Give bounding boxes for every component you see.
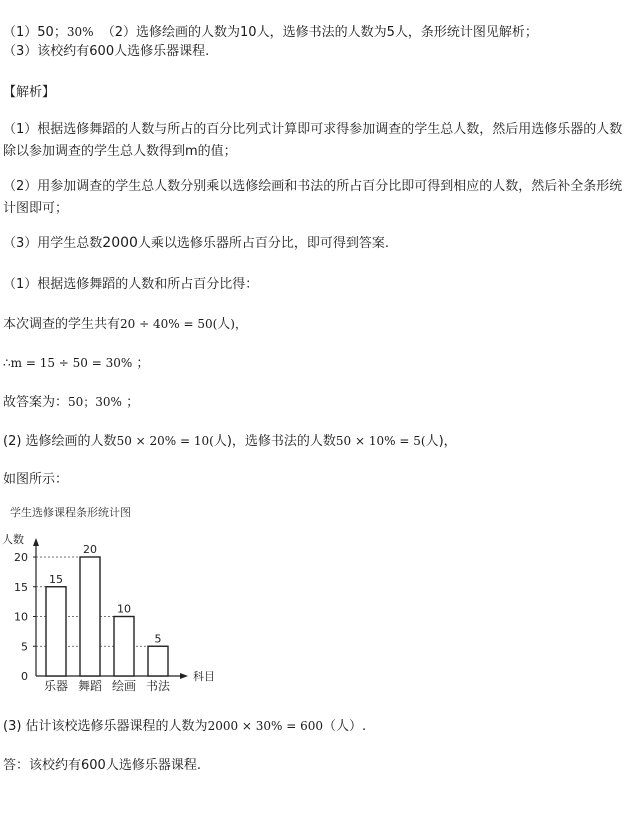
- bar-value-label: 5: [154, 632, 162, 646]
- solution-s5-close: )，: [438, 434, 457, 449]
- solution-s5-text-2: )，选修书法的人数: [226, 434, 336, 449]
- analysis-paragraph-1: （1）根据选修舞蹈的人数与所占的百分比列式计算即可求得参加调查的学生总人数，然后用选修乐器的人数除以参加调查的学生总人数得到m的值；: [3, 122, 623, 159]
- y-axis-arrow: [33, 538, 39, 546]
- solution-line-2: [3, 315, 247, 334]
- bar: [46, 587, 66, 676]
- solution-s5-unit-1: 人: [213, 434, 227, 449]
- solution-line-5: [3, 432, 457, 451]
- bar-chart: [0, 502, 240, 702]
- solution-s5-text-1: (2) 选修绘画的人数: [3, 434, 117, 449]
- solution-line-3: [3, 354, 149, 373]
- solution-s5-unit-2: 人: [425, 434, 439, 449]
- category-label: 舞蹈: [77, 679, 103, 693]
- solution-line-1: （1）根据选修舞蹈的人数和所占百分比得：: [3, 277, 259, 292]
- solution-s4-values: 50；30%: [68, 395, 122, 409]
- solution-s2-unit: 人: [217, 317, 231, 332]
- bar: [114, 617, 134, 677]
- y-tick-label: 20: [14, 551, 28, 564]
- x-axis-arrow: [180, 673, 188, 679]
- chart-y-axis-label: 人数: [2, 533, 24, 546]
- analysis-p3-part-1: （3）用学生总数: [3, 236, 103, 251]
- y-tick-label: 0: [21, 670, 28, 683]
- solution-s3-formula: ∴m = 15 ÷ 50 = 30%: [3, 356, 133, 370]
- bar: [148, 646, 168, 676]
- y-tick-label: 5: [21, 640, 28, 654]
- solution-s5-formula-2: 50 × 10% = 5(: [335, 434, 426, 448]
- chart-x-axis-label: 科目: [193, 670, 215, 683]
- category-label: 乐器: [43, 679, 69, 693]
- analysis-p3-part-2: 人乘以选修乐器所占百分比，即可得到答案.: [137, 236, 390, 251]
- answer-percent: 30%: [66, 25, 94, 39]
- category-label: 书法: [145, 679, 171, 693]
- y-tick-label: 10: [14, 610, 28, 624]
- y-tick-label: 15: [14, 580, 28, 594]
- solution-s7-formula: 2000 × 30% = 600: [207, 719, 324, 733]
- analysis-paragraph-3: [3, 234, 389, 253]
- category-label: 绘画: [111, 679, 137, 693]
- solution-s5-formula-1: 50 × 20% = 10(: [116, 434, 214, 448]
- solution-s3-punct: ；: [136, 356, 150, 371]
- answer-line-1: [3, 23, 538, 42]
- answer-part-2: （2）选修绘画的人数为10人，选修书法的人数为5人，条形统计图见解析；: [101, 25, 538, 40]
- chart-marks: [14, 538, 188, 693]
- bar-value-label: 10: [117, 602, 131, 616]
- analysis-p3-number: 2000: [102, 235, 138, 251]
- bar: [80, 557, 100, 676]
- solution-line-8: 答：该校约有600人选修乐器课程.: [3, 758, 201, 773]
- analysis-heading: 【解析】: [3, 85, 56, 100]
- chart-title: 学生选修课程条形统计图: [10, 506, 131, 519]
- bar-value-label: 15: [49, 572, 63, 586]
- solution-s4-punct: ；: [126, 395, 140, 410]
- solution-s2-close: )，: [230, 317, 247, 331]
- solution-line-7: [3, 717, 366, 736]
- bar-chart-svg: [0, 502, 240, 702]
- solution-line-6: 如图所示：: [3, 472, 69, 487]
- solution-s7-text: (3) 估计该校选修乐器课程的人数为: [3, 719, 208, 734]
- solution-s2-text: 本次调查的学生共有: [3, 317, 121, 332]
- solution-s2-formula: 20 ÷ 40% = 50(: [120, 317, 218, 331]
- answer-line-2: （3）该校约有600人选修乐器课程.: [3, 44, 210, 59]
- solution-s7-unit: （人）.: [323, 719, 367, 734]
- bar-value-label: 20: [83, 543, 97, 556]
- analysis-paragraph-2: （2）用参加调查的学生总人数分别乘以选修绘画和书法的所占百分比即可得到相应的人数，然后补全条形统计图即可；: [3, 179, 623, 216]
- answer-part-1: （1）50；: [3, 25, 67, 40]
- solution-s4-text: 故答案为：: [3, 395, 69, 410]
- solution-line-4: [3, 393, 139, 412]
